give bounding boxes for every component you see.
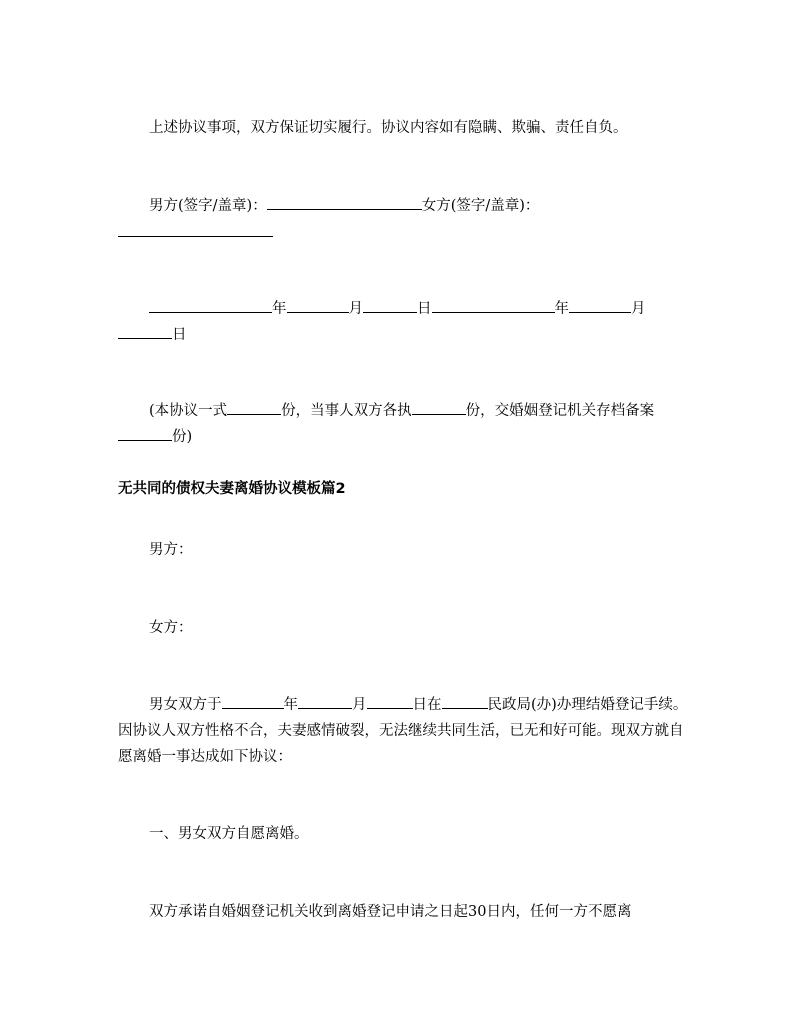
copies-paragraph (118, 398, 688, 450)
marriage-paragraph (118, 692, 688, 770)
marriage-text: 男女双方于 (149, 697, 222, 713)
copies-text: (本协议一式 (149, 403, 228, 419)
date-line (118, 296, 688, 348)
marriage-text: 月 (352, 697, 367, 713)
month-label: 月 (631, 301, 646, 317)
paragraph-30-days: 双方承诺自婚姻登记机关收到离婚登记申请之日起30日内，任何一方不愿离 (149, 904, 632, 920)
copies-text: 份，交婚姻登记机关存档备案 (465, 403, 655, 419)
date-blank (287, 298, 349, 313)
marriage-text: 年 (283, 697, 298, 713)
copies-blank (118, 426, 172, 441)
clause-1: 一、男女双方自愿离婚。 (149, 826, 309, 842)
year-label: 年 (272, 301, 287, 317)
male-signature-blank (267, 195, 422, 210)
date-blank (363, 298, 417, 313)
date-blank (432, 298, 555, 313)
marriage-text: 日在 (412, 697, 442, 713)
male-signature-label: 男方(签字/盖章)： (149, 198, 267, 214)
copies-text: 份) (172, 429, 193, 445)
marriage-blank (298, 694, 352, 709)
female-signature-blank (118, 236, 273, 237)
copies-text: 份，当事人双方各执 (281, 403, 412, 419)
female-signature-label: 女方(签字/盖章)： (421, 198, 540, 214)
male-party-label: 男方： (149, 542, 193, 558)
marriage-blank (222, 694, 284, 709)
date-blank (569, 298, 631, 313)
day-label: 日 (417, 301, 432, 317)
female-party-label: 女方： (149, 620, 193, 636)
marriage-blank (442, 694, 488, 709)
signature-line (118, 193, 688, 219)
month-label: 月 (348, 301, 363, 317)
day-label: 日 (172, 327, 187, 343)
year-label: 年 (554, 301, 569, 317)
copies-blank (412, 400, 466, 415)
section-heading: 无共同的债权夫妻离婚协议模板篇2 (118, 481, 346, 497)
marriage-text: 民政局(办)办理结婚登记手续。因协议人双方性格不合，夫妻感情破裂，无法继续共同生活，已无和好可能。现双方就自愿离婚一事达成如下协议： (118, 697, 688, 765)
date-blank (118, 324, 172, 339)
paragraph-text: 上述协议事项，双方保证切实履行。协议内容如有隐瞒、欺骗、责任自负。 (149, 120, 628, 136)
date-blank (149, 298, 272, 313)
paragraph-performance (118, 115, 688, 141)
marriage-blank (367, 694, 413, 709)
copies-blank (227, 400, 281, 415)
